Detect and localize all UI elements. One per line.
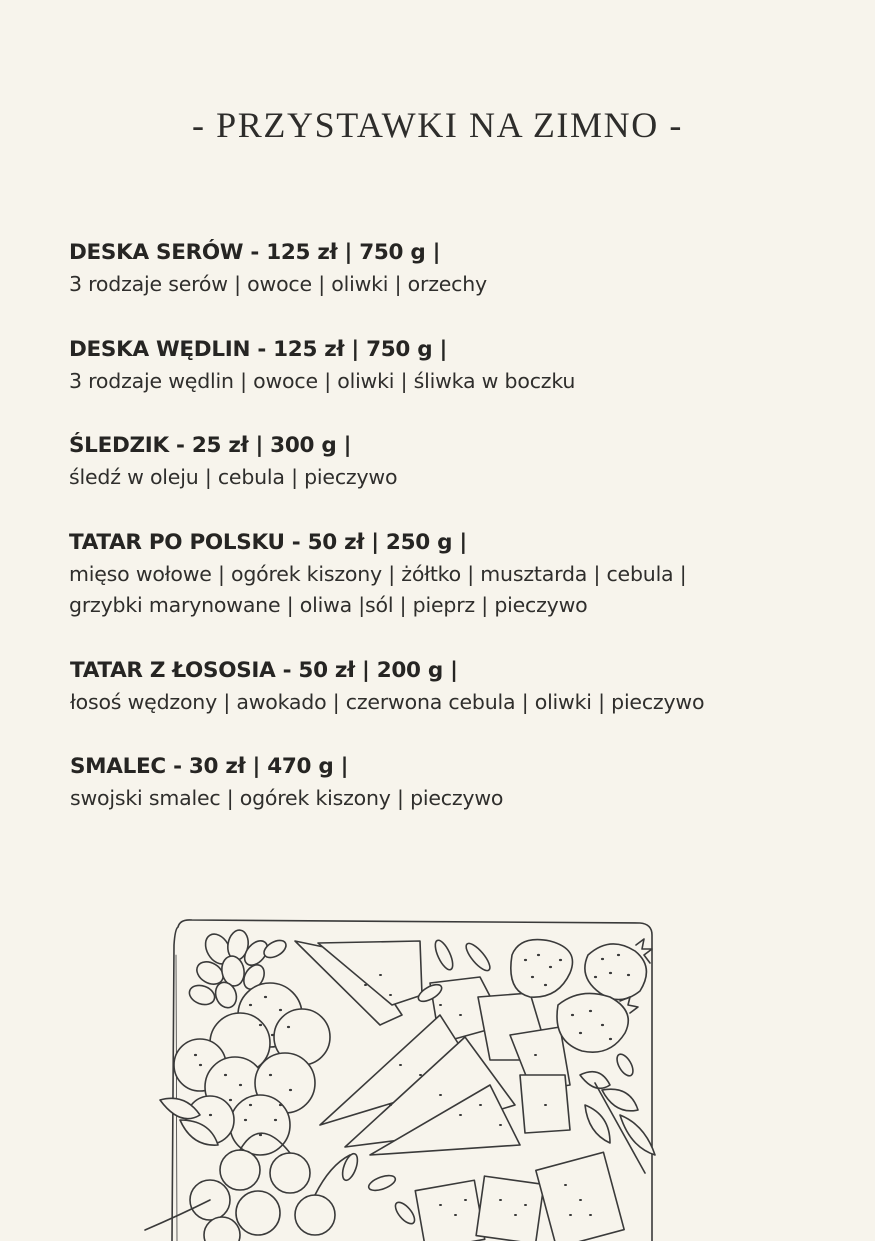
menu-item-description: mięso wołowe | ogórek kiszony | żółtko | musztarda | cebula | [69, 562, 687, 586]
menu-item-description: 3 rodzaje serów | owoce | oliwki | orzechy [69, 272, 487, 296]
menu-item-description: swojski smalec | ogórek kiszony | pieczywo [70, 786, 504, 810]
menu-item-deska-wedlin [69, 334, 829, 397]
cheese-board-illustration [140, 915, 680, 1241]
menu-item-heading: TATAR Z ŁOSOSIA - 50 zł | 200 g | [70, 658, 458, 683]
menu-item-description: śledź w oleju | cebula | pieczywo [69, 465, 398, 489]
menu-item-description: 3 rodzaje wędlin | owoce | oliwki | śliwka w boczku [69, 369, 576, 393]
menu-item-description: grzybki marynowane | oliwa |sól | pieprz | pieczywo [69, 593, 588, 617]
menu-item-heading: ŚLEDZIK - 25 zł | 300 g | [69, 433, 352, 458]
menu-item-description: łosoś wędzony | awokado | czerwona cebula | oliwki | pieczywo [70, 690, 705, 714]
menu-item-heading: SMALEC - 30 zł | 470 g | [70, 754, 349, 779]
menu-item-smalec [70, 751, 830, 814]
cracker-squares-icon [415, 1152, 624, 1241]
menu-item-heading: DESKA SERÓW - 125 zł | 750 g | [69, 240, 441, 265]
page-title: - PRZYSTAWKI NA ZIMNO - [191, 105, 683, 145]
menu-item-heading: TATAR PO POLSKU - 50 zł | 250 g | [69, 530, 467, 555]
menu-item-sledzik [69, 430, 829, 493]
menu-item-deska-serow [69, 237, 829, 300]
menu-item-tatar-z-lososia [70, 655, 830, 718]
menu-item-heading: DESKA WĘDLIN - 125 zł | 750 g | [69, 337, 448, 362]
menu-item-tatar-po-polsku [69, 527, 829, 621]
